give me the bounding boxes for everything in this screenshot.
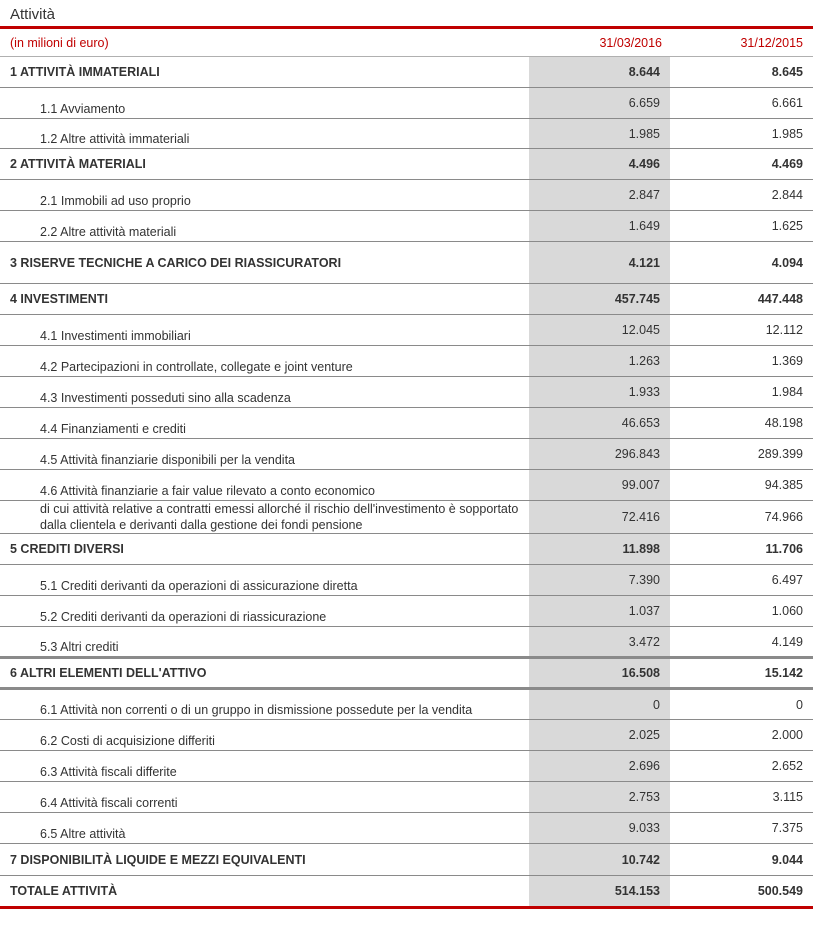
row-label: 4.4 Finanziamenti e crediti: [0, 408, 529, 439]
table-row: [0, 596, 813, 627]
row-value-2015: 1.625: [670, 211, 813, 242]
row-label: di cui attività relative a contratti emessi allorché il rischio dell'investimento è sopportato dalla clientela e derivanti dalla gestione dei fondi pensione: [0, 501, 529, 534]
row-value-2015: 15.142: [670, 658, 813, 689]
row-value-2016: 10.742: [529, 844, 670, 876]
table-row-total: [0, 876, 813, 908]
row-label: 3 RISERVE TECNICHE A CARICO DEI RIASSICURATORI: [0, 242, 529, 284]
row-label: 6 ALTRI ELEMENTI DELL'ATTIVO: [0, 658, 529, 689]
row-value-2015: 74.966: [670, 501, 813, 534]
row-label: 4.1 Investimenti immobiliari: [0, 315, 529, 346]
table-row: [0, 782, 813, 813]
row-value-2016: 6.659: [529, 88, 670, 119]
row-value-2016: 16.508: [529, 658, 670, 689]
table-header: [0, 29, 813, 57]
row-value-2015: 48.198: [670, 408, 813, 439]
row-label: 4.6 Attività finanziarie a fair value rilevato a conto economico: [0, 470, 529, 501]
row-label: 5 CREDITI DIVERSI: [0, 534, 529, 565]
row-value-2016: 4.496: [529, 149, 670, 180]
row-value-2015: 500.549: [670, 876, 813, 908]
row-value-2016: 2.025: [529, 720, 670, 751]
assets-table: [0, 29, 813, 909]
table-row: [0, 470, 813, 501]
row-value-2016: 46.653: [529, 408, 670, 439]
table-row: [0, 242, 813, 284]
row-value-2016: 1.985: [529, 119, 670, 149]
table-row: [0, 627, 813, 658]
table-row: [0, 658, 813, 689]
row-value-2015: 2.844: [670, 180, 813, 211]
row-label: 4 INVESTIMENTI: [0, 284, 529, 315]
row-value-2016: 1.933: [529, 377, 670, 408]
table-row: [0, 565, 813, 596]
table-row: [0, 751, 813, 782]
row-value-2015: 4.469: [670, 149, 813, 180]
unit-label: (in milioni di euro): [0, 29, 529, 57]
table-row: [0, 720, 813, 751]
row-label: 1 ATTIVITÀ IMMATERIALI: [0, 57, 529, 88]
row-label: 5.1 Crediti derivanti da operazioni di assicurazione diretta: [0, 565, 529, 596]
table-row: [0, 211, 813, 242]
row-label: 6.1 Attività non correnti o di un gruppo in dismissione possedute per la vendita: [0, 689, 529, 720]
row-value-2015: 6.661: [670, 88, 813, 119]
table-row: [0, 284, 813, 315]
row-value-2015: 1.984: [670, 377, 813, 408]
row-label: 6.5 Altre attività: [0, 813, 529, 844]
table-row: [0, 534, 813, 565]
table-row: [0, 408, 813, 439]
row-value-2016: 1.263: [529, 346, 670, 377]
row-value-2016: 2.847: [529, 180, 670, 211]
row-value-2015: 12.112: [670, 315, 813, 346]
table-row: [0, 57, 813, 88]
row-value-2016: 8.644: [529, 57, 670, 88]
table-row: [0, 149, 813, 180]
row-value-2016: 4.121: [529, 242, 670, 284]
row-label: 4.3 Investimenti posseduti sino alla scadenza: [0, 377, 529, 408]
table-row: [0, 346, 813, 377]
table-row: [0, 844, 813, 876]
row-value-2016: 2.696: [529, 751, 670, 782]
row-value-2015: 1.060: [670, 596, 813, 627]
column-header-2016: 31/03/2016: [529, 29, 670, 57]
row-label: 5.2 Crediti derivanti da operazioni di riassicurazione: [0, 596, 529, 627]
row-value-2016: 99.007: [529, 470, 670, 501]
row-label: 6.3 Attività fiscali differite: [0, 751, 529, 782]
row-value-2015: 94.385: [670, 470, 813, 501]
row-value-2016: 296.843: [529, 439, 670, 470]
row-value-2015: 8.645: [670, 57, 813, 88]
table-row: [0, 315, 813, 346]
row-value-2016: 12.045: [529, 315, 670, 346]
table-row: [0, 501, 813, 534]
row-label: TOTALE ATTIVITÀ: [0, 876, 529, 908]
row-value-2015: 7.375: [670, 813, 813, 844]
row-value-2015: 6.497: [670, 565, 813, 596]
table-row: [0, 813, 813, 844]
row-value-2016: 2.753: [529, 782, 670, 813]
row-value-2016: 1.649: [529, 211, 670, 242]
row-value-2016: 72.416: [529, 501, 670, 534]
row-value-2015: 11.706: [670, 534, 813, 565]
row-value-2015: 1.985: [670, 119, 813, 149]
row-value-2015: 0: [670, 689, 813, 720]
row-label: 1.1 Avviamento: [0, 88, 529, 119]
row-value-2016: 0: [529, 689, 670, 720]
row-label: 4.2 Partecipazioni in controllate, collegate e joint venture: [0, 346, 529, 377]
table-row: [0, 377, 813, 408]
row-label: 2.2 Altre attività materiali: [0, 211, 529, 242]
row-label: 4.5 Attività finanziarie disponibili per la vendita: [0, 439, 529, 470]
row-label: 2.1 Immobili ad uso proprio: [0, 180, 529, 211]
row-value-2016: 7.390: [529, 565, 670, 596]
row-value-2015: 1.369: [670, 346, 813, 377]
row-value-2015: 289.399: [670, 439, 813, 470]
row-value-2016: 3.472: [529, 627, 670, 658]
row-label: 2 ATTIVITÀ MATERIALI: [0, 149, 529, 180]
table-row: [0, 88, 813, 119]
row-value-2015: 2.000: [670, 720, 813, 751]
row-value-2015: 2.652: [670, 751, 813, 782]
table-row: [0, 180, 813, 211]
row-value-2015: 9.044: [670, 844, 813, 876]
table-row: [0, 439, 813, 470]
table-row: [0, 119, 813, 149]
row-value-2016: 514.153: [529, 876, 670, 908]
row-label: 7 DISPONIBILITÀ LIQUIDE E MEZZI EQUIVALENTI: [0, 844, 529, 876]
row-value-2016: 457.745: [529, 284, 670, 315]
row-value-2015: 3.115: [670, 782, 813, 813]
column-header-2015: 31/12/2015: [670, 29, 813, 57]
row-value-2016: 11.898: [529, 534, 670, 565]
row-value-2015: 4.094: [670, 242, 813, 284]
row-label: 6.4 Attività fiscali correnti: [0, 782, 529, 813]
row-value-2016: 9.033: [529, 813, 670, 844]
row-label: 5.3 Altri crediti: [0, 627, 529, 658]
row-label: 1.2 Altre attività immateriali: [0, 119, 529, 149]
table-row: [0, 689, 813, 720]
page-title: Attività: [10, 6, 56, 23]
row-value-2015: 4.149: [670, 627, 813, 658]
row-value-2016: 1.037: [529, 596, 670, 627]
row-value-2015: 447.448: [670, 284, 813, 315]
row-label: 6.2 Costi di acquisizione differiti: [0, 720, 529, 751]
